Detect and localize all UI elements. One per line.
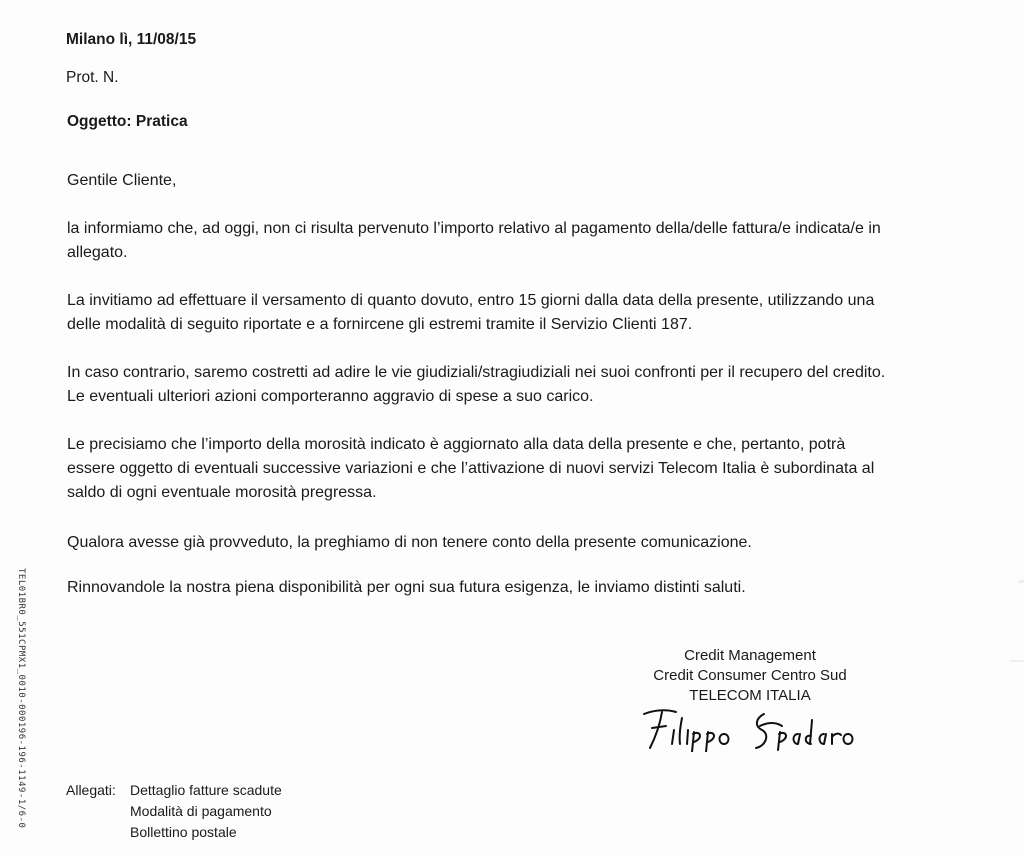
subject-line: Oggetto: Pratica [67,113,188,130]
paragraph-line: allegato. [67,244,128,261]
paragraph-line: delle modalità di seguito riportate e a fornircene gli estremi tramite il Servizio Clienti 187. [67,316,693,333]
paragraph-line: saldo di ogni eventuale morosità pregressa. [67,484,377,501]
document-code: TEL01BR0_551CPMX1_0010-000196-196-1149-1/6-0 [16,568,26,829]
protocol-number: Prot. N. [66,69,119,86]
attachment-item: Modalità di pagamento [130,803,272,819]
paragraph-line: Qualora avesse già provveduto, la preghiamo di non tenere conto della presente comunicazione. [67,534,752,551]
paragraph-closing [67,576,967,600]
attachments-label: Allegati: [66,782,116,798]
paragraph-line: essere oggetto di eventuali successive variazioni e che l’attivazione di nuovi servizi Telecom Italia è subordinata al [67,460,875,477]
attachment-item: Bollettino postale [130,824,237,840]
signature-block [620,646,880,706]
paragraph-amount-updates [67,433,967,505]
paragraph-line: In caso contrario, saremo costretti ad adire le vie giudiziali/stragiudiziali nei suoi confronti per il recupero del credito. [67,364,886,381]
paragraph-already-paid [67,531,967,555]
signature-company: TELECOM ITALIA [689,687,811,704]
place-date: Milano lì, 11/08/15 [66,31,197,48]
paragraph-line: Rinnovandole la nostra piena disponibilità per ogni sua futura esigenza, le inviamo distinti saluti. [67,579,746,596]
paragraph-unpaid-notice [67,217,967,265]
greeting: Gentile Cliente, [67,172,177,189]
paragraph-line: Le eventuali ulteriori azioni comporteranno aggravio di spese a suo carico. [67,388,594,405]
paragraph-legal-action [67,361,967,409]
paragraph-line: la informiamo che, ad oggi, non ci risulta pervenuto l’importo relativo al pagamento della/delle fattura/e indicata/e in [67,220,881,237]
paragraph-line: Le precisiamo che l’importo della morosità indicato è aggiornato alla data della presente e che, pertanto, potrà [67,436,846,453]
paragraph-line: La invitiamo ad effettuare il versamento di quanto dovuto, entro 15 giorni dalla data della presente, utilizzando una [67,292,875,309]
handwritten-signature [636,704,856,752]
paragraph-payment-request [67,289,967,337]
signature-unit: Credit Consumer Centro Sud [653,667,847,684]
scan-artifact [1018,580,1024,583]
scan-artifact [1010,660,1024,662]
signature-department: Credit Management [684,647,816,664]
attachment-item: Dettaglio fatture scadute [130,782,282,798]
